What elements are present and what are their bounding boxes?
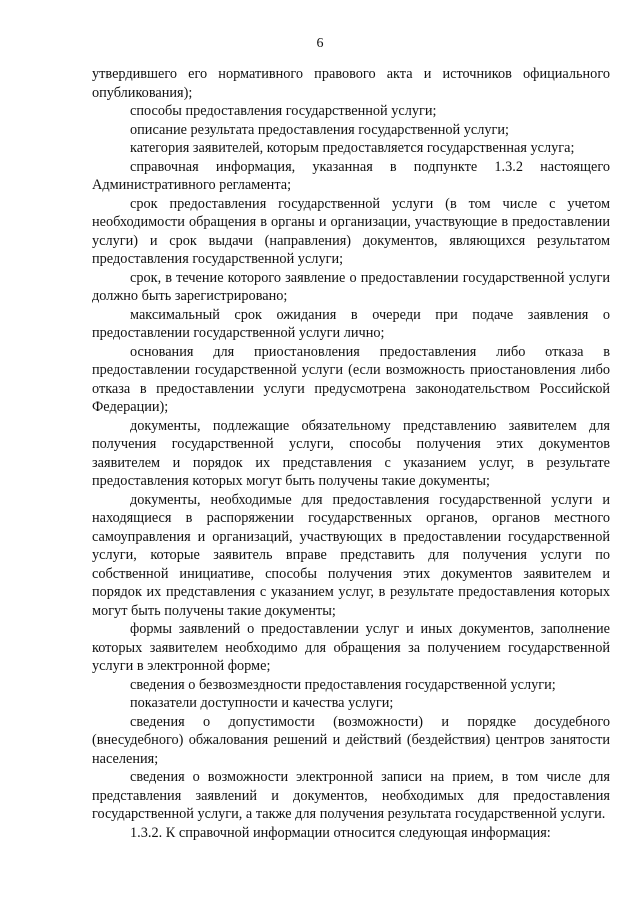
paragraph: срок предоставления государственной услуги (в том числе с учетом необходимости обращения в органы и организации, участвующие в предоставлении услуги) и срок выдачи (направления) документов, являющихся результатом предоставления государственной услуги; — [92, 195, 610, 267]
paragraph: срок, в течение которого заявление о предоставлении государственной услуги должно быть зарегистрировано; — [92, 269, 610, 304]
paragraph: сведения о безвозмездности предоставления государственной услуги; — [130, 676, 556, 693]
paragraph: формы заявлений о предоставлении услуг и иных документов, заполнение которых заявителем необходимо для обращения за получением государственной услуги в электронной форме; — [92, 621, 610, 674]
paragraph: 1.3.2. К справочной информации относится следующая информация: — [130, 824, 551, 841]
paragraph: максимальный срок ожидания в очереди при подаче заявления о предоставлении государственной услуги лично; — [92, 306, 610, 341]
paragraph: сведения о допустимости (возможности) и порядке досудебного (внесудебного) обжалования решений и действий (бездействия) центров занятости населения; — [92, 713, 610, 767]
paragraph: способы предоставления государственной услуги; — [130, 103, 437, 119]
paragraph: описание результата предоставления государственной услуги; — [130, 121, 509, 138]
paragraph: документы, необходимые для предоставления государственной услуги и находящиеся в распоряжении государственных органов, органов местного самоуправления и организаций, участвующих в предоставлении государственной услуги, которые заявитель вправе представить для получения услуги по собственной инициативе, способы получения этих документов заявителем и порядок их представления с указанием услуг, в результате предоставления которых могут быть получены такие документы; — [92, 491, 610, 619]
paragraph: показатели доступности и качества услуги; — [130, 695, 394, 711]
page-number: 6 — [316, 36, 324, 51]
paragraph: справочная информация, указанная в подпункте 1.3.2 настоящего Административного регламента; — [92, 158, 610, 193]
paragraph: документы, подлежащие обязательному представлению заявителем для получения государственной услуги, способы получения этих документов заявителем и порядок их представления с указанием услуг, в результате предоставления которых могут быть получены такие документы; — [92, 417, 610, 489]
paragraph: сведения о возможности электронной записи на прием, в том числе для представления заявлений и документов, необходимых для предоставления государственной услуги, а также для получения результата государственной услуги. — [92, 769, 610, 822]
document-body — [92, 65, 610, 842]
paragraph: утвердившего его нормативного правового акта и источников официального опубликования); — [92, 66, 610, 101]
paragraph: основания для приостановления предоставления либо отказа в предоставлении государственной услуги (если возможность приостановления либо отказа в предоставлении услуги предусмотрена законодательством Российской Федерации); — [92, 343, 610, 415]
paragraph: категория заявителей, которым предоставляется государственная услуга; — [130, 140, 575, 156]
